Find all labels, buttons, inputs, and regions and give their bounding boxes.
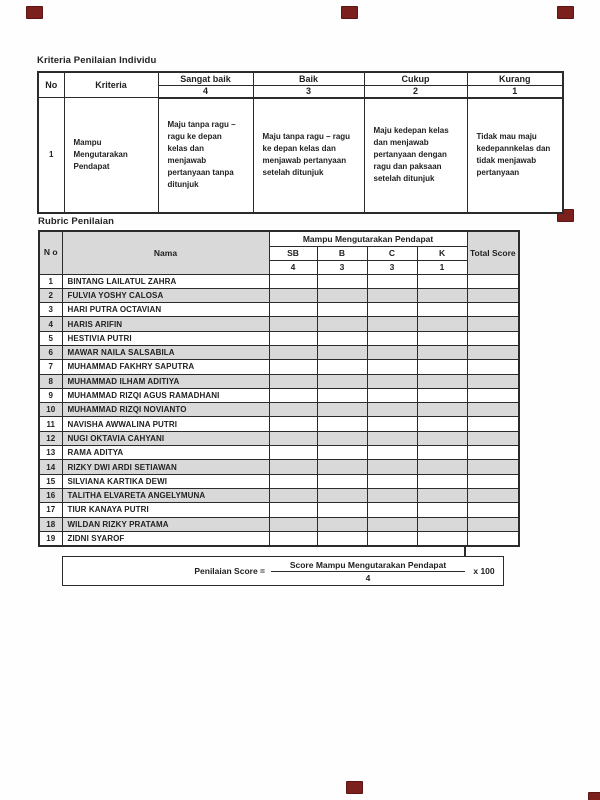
criteria-row-number: 1 — [38, 98, 64, 213]
rubric-header-k: K — [417, 246, 467, 260]
score-cell-k — [417, 446, 467, 460]
total-score-cell — [467, 331, 519, 345]
student-row — [39, 303, 519, 317]
student-row — [39, 517, 519, 531]
score-cell-sb — [269, 531, 317, 545]
score-cell-k — [417, 374, 467, 388]
total-score-cell — [467, 488, 519, 502]
score-cell-c — [367, 274, 417, 288]
formula-box — [62, 556, 504, 586]
score-cell-sb — [269, 460, 317, 474]
student-number-cell: 17 — [39, 503, 62, 517]
student-row — [39, 274, 519, 288]
criteria-desc-baik: Maju tanpa ragu – ragu ke depan kelas dan menjawab pertanyaan setelah ditunjuk — [253, 98, 364, 213]
score-cell-c — [367, 446, 417, 460]
student-row — [39, 288, 519, 302]
score-cell-c — [367, 431, 417, 445]
score-cell-b — [317, 503, 367, 517]
student-name-cell: ZIDNI SYAROF — [62, 531, 269, 545]
student-name-cell: MUHAMMAD RIZQI NOVIANTO — [62, 403, 269, 417]
student-number-cell: 11 — [39, 417, 62, 431]
criteria-score-3: 3 — [253, 85, 364, 98]
student-row — [39, 503, 519, 517]
score-cell-k — [417, 460, 467, 474]
criteria-score-4: 4 — [158, 85, 253, 98]
score-cell-c — [367, 345, 417, 359]
rubric-score-c: 3 — [367, 260, 417, 274]
score-cell-sb — [269, 303, 317, 317]
score-cell-c — [367, 303, 417, 317]
selection-handle-bottom-center-mark — [346, 781, 363, 794]
score-cell-sb — [269, 488, 317, 502]
student-row — [39, 388, 519, 402]
score-cell-b — [317, 431, 367, 445]
rubric-table-title: Rubric Penilaian — [38, 216, 115, 227]
score-cell-c — [367, 417, 417, 431]
student-number-cell: 3 — [39, 303, 62, 317]
student-number-cell: 8 — [39, 374, 62, 388]
score-cell-c — [367, 317, 417, 331]
total-score-cell — [467, 403, 519, 417]
rubric-header-group: Mampu Mengutarakan Pendapat — [269, 231, 467, 246]
student-name-cell: RIZKY DWI ARDI SETIAWAN — [62, 460, 269, 474]
rubric-header-c: C — [367, 246, 417, 260]
criteria-header-no: No — [38, 72, 64, 98]
formula-numerator: Score Mampu Mengutarakan Pendapat — [271, 560, 465, 572]
score-cell-c — [367, 517, 417, 531]
rubric-score-b: 3 — [317, 260, 367, 274]
formula-label: Penilaian Score = — [194, 566, 265, 576]
student-name-cell: WILDAN RIZKY PRATAMA — [62, 517, 269, 531]
student-name-cell: RAMA ADITYA — [62, 446, 269, 460]
student-row — [39, 331, 519, 345]
total-score-cell — [467, 446, 519, 460]
student-name-cell: TALITHA ELVARETA ANGELYMUNA — [62, 488, 269, 502]
score-cell-k — [417, 360, 467, 374]
total-score-cell — [467, 431, 519, 445]
student-number-cell: 10 — [39, 403, 62, 417]
student-number-cell: 18 — [39, 517, 62, 531]
score-cell-b — [317, 474, 367, 488]
rubric-header-sb: SB — [269, 246, 317, 260]
student-name-cell: BINTANG LAILATUL ZAHRA — [62, 274, 269, 288]
student-number-cell: 16 — [39, 488, 62, 502]
student-row — [39, 431, 519, 445]
score-cell-b — [317, 446, 367, 460]
score-cell-sb — [269, 374, 317, 388]
total-score-cell — [467, 303, 519, 317]
score-cell-b — [317, 517, 367, 531]
score-cell-c — [367, 360, 417, 374]
criteria-header-sangat-baik: Sangat baik — [158, 72, 253, 85]
score-cell-b — [317, 317, 367, 331]
criteria-table — [37, 71, 564, 214]
student-name-cell: MAWAR NAILA SALSABILA — [62, 345, 269, 359]
score-cell-b — [317, 331, 367, 345]
criteria-desc-sangat-baik: Maju tanpa ragu – ragu ke depan kelas dan menjawab pertanyaan tanpa ditunjuk — [158, 98, 253, 213]
student-number-cell: 1 — [39, 274, 62, 288]
score-cell-b — [317, 388, 367, 402]
rubric-header-no: N o — [39, 231, 62, 274]
score-cell-c — [367, 460, 417, 474]
student-number-cell: 15 — [39, 474, 62, 488]
total-score-cell — [467, 388, 519, 402]
student-name-cell: FULVIA YOSHY CALOSA — [62, 288, 269, 302]
score-cell-b — [317, 488, 367, 502]
score-cell-sb — [269, 446, 317, 460]
score-cell-k — [417, 288, 467, 302]
score-cell-c — [367, 531, 417, 545]
total-score-cell — [467, 317, 519, 331]
score-cell-sb — [269, 517, 317, 531]
score-cell-c — [367, 488, 417, 502]
student-row — [39, 474, 519, 488]
score-cell-c — [367, 388, 417, 402]
score-cell-k — [417, 474, 467, 488]
score-cell-b — [317, 288, 367, 302]
criteria-desc-kurang: Tidak mau maju kedepannkelas dan tidak menjawab pertanyaan — [467, 98, 563, 213]
total-score-cell — [467, 503, 519, 517]
student-row — [39, 417, 519, 431]
rubric-table — [38, 230, 520, 547]
criteria-header-baik: Baik — [253, 72, 364, 85]
score-cell-c — [367, 403, 417, 417]
rubric-header-b: B — [317, 246, 367, 260]
student-row — [39, 374, 519, 388]
student-row — [39, 531, 519, 545]
score-cell-k — [417, 317, 467, 331]
score-cell-c — [367, 503, 417, 517]
total-score-cell — [467, 417, 519, 431]
total-score-cell — [467, 345, 519, 359]
criteria-desc-cukup: Maju kedepan kelas dan menjawab pertanyaan dengan ragu dan paksaan setelah ditunjuk — [364, 98, 467, 213]
student-name-cell: TIUR KANAYA PUTRI — [62, 503, 269, 517]
total-score-cell — [467, 288, 519, 302]
student-row — [39, 403, 519, 417]
score-cell-sb — [269, 345, 317, 359]
student-number-cell: 14 — [39, 460, 62, 474]
score-cell-b — [317, 531, 367, 545]
score-cell-c — [367, 331, 417, 345]
score-cell-k — [417, 274, 467, 288]
student-name-cell: HARI PUTRA OCTAVIAN — [62, 303, 269, 317]
score-cell-k — [417, 503, 467, 517]
student-row — [39, 360, 519, 374]
student-name-cell: MUHAMMAD FAKHRY SAPUTRA — [62, 360, 269, 374]
student-number-cell: 5 — [39, 331, 62, 345]
student-number-cell: 9 — [39, 388, 62, 402]
student-number-cell: 2 — [39, 288, 62, 302]
score-cell-sb — [269, 431, 317, 445]
score-cell-k — [417, 345, 467, 359]
score-cell-sb — [269, 360, 317, 374]
score-cell-c — [367, 474, 417, 488]
student-number-cell: 4 — [39, 317, 62, 331]
criteria-header-kriteria: Kriteria — [64, 72, 158, 98]
student-name-cell: HESTIVIA PUTRI — [62, 331, 269, 345]
total-score-cell — [467, 474, 519, 488]
score-cell-k — [417, 431, 467, 445]
selection-handle-top-center-mark — [341, 6, 358, 19]
student-row — [39, 488, 519, 502]
rubric-header-total: Total Score — [467, 231, 519, 274]
score-cell-k — [417, 303, 467, 317]
criteria-header-cukup: Cukup — [364, 72, 467, 85]
selection-handle-bottom-right-mark — [588, 792, 600, 800]
score-cell-k — [417, 403, 467, 417]
score-cell-c — [367, 374, 417, 388]
score-cell-b — [317, 374, 367, 388]
total-score-cell — [467, 460, 519, 474]
criteria-score-2: 2 — [364, 85, 467, 98]
score-cell-k — [417, 388, 467, 402]
score-cell-k — [417, 488, 467, 502]
selection-handle-top-left-mark — [26, 6, 43, 19]
total-score-cell — [467, 374, 519, 388]
score-cell-k — [417, 531, 467, 545]
score-cell-b — [317, 303, 367, 317]
score-cell-b — [317, 417, 367, 431]
rubric-header-nama: Nama — [62, 231, 269, 274]
criteria-row-name: Mampu Mengutarakan Pendapat — [64, 98, 158, 213]
student-name-cell: MUHAMMAD RIZQI AGUS RAMADHANI — [62, 388, 269, 402]
student-row — [39, 446, 519, 460]
score-cell-k — [417, 331, 467, 345]
total-score-cell — [467, 517, 519, 531]
score-cell-sb — [269, 331, 317, 345]
score-cell-sb — [269, 503, 317, 517]
student-row — [39, 317, 519, 331]
score-cell-sb — [269, 474, 317, 488]
student-number-cell: 12 — [39, 431, 62, 445]
formula-multiplier: x 100 — [473, 566, 495, 576]
student-number-cell: 19 — [39, 531, 62, 545]
total-score-cell — [467, 360, 519, 374]
student-name-cell: HARIS ARIFIN — [62, 317, 269, 331]
student-name-cell: SILVIANA KARTIKA DEWI — [62, 474, 269, 488]
score-cell-b — [317, 460, 367, 474]
student-number-cell: 6 — [39, 345, 62, 359]
score-cell-sb — [269, 288, 317, 302]
criteria-header-kurang: Kurang — [467, 72, 563, 85]
formula-fraction — [271, 560, 465, 583]
criteria-table-title: Kriteria Penilaian Individu — [37, 55, 157, 66]
rubric-score-sb: 4 — [269, 260, 317, 274]
score-cell-b — [317, 274, 367, 288]
student-row — [39, 460, 519, 474]
score-cell-k — [417, 417, 467, 431]
score-cell-b — [317, 360, 367, 374]
score-cell-k — [417, 517, 467, 531]
score-cell-c — [367, 288, 417, 302]
score-cell-sb — [269, 274, 317, 288]
score-cell-sb — [269, 403, 317, 417]
total-score-cell — [467, 274, 519, 288]
criteria-row — [38, 98, 563, 213]
score-cell-sb — [269, 388, 317, 402]
student-row — [39, 345, 519, 359]
score-cell-sb — [269, 317, 317, 331]
score-cell-b — [317, 403, 367, 417]
criteria-score-1: 1 — [467, 85, 563, 98]
formula-denominator: 4 — [365, 572, 371, 583]
student-number-cell: 13 — [39, 446, 62, 460]
student-number-cell: 7 — [39, 360, 62, 374]
score-cell-b — [317, 345, 367, 359]
score-cell-sb — [269, 417, 317, 431]
student-name-cell: NUGI OKTAVIA CAHYANI — [62, 431, 269, 445]
rubric-score-k: 1 — [417, 260, 467, 274]
selection-handle-top-right-mark — [557, 6, 574, 19]
total-score-cell — [467, 531, 519, 545]
student-name-cell: MUHAMMAD ILHAM ADITIYA — [62, 374, 269, 388]
student-name-cell: NAVISHA AWWALINA PUTRI — [62, 417, 269, 431]
